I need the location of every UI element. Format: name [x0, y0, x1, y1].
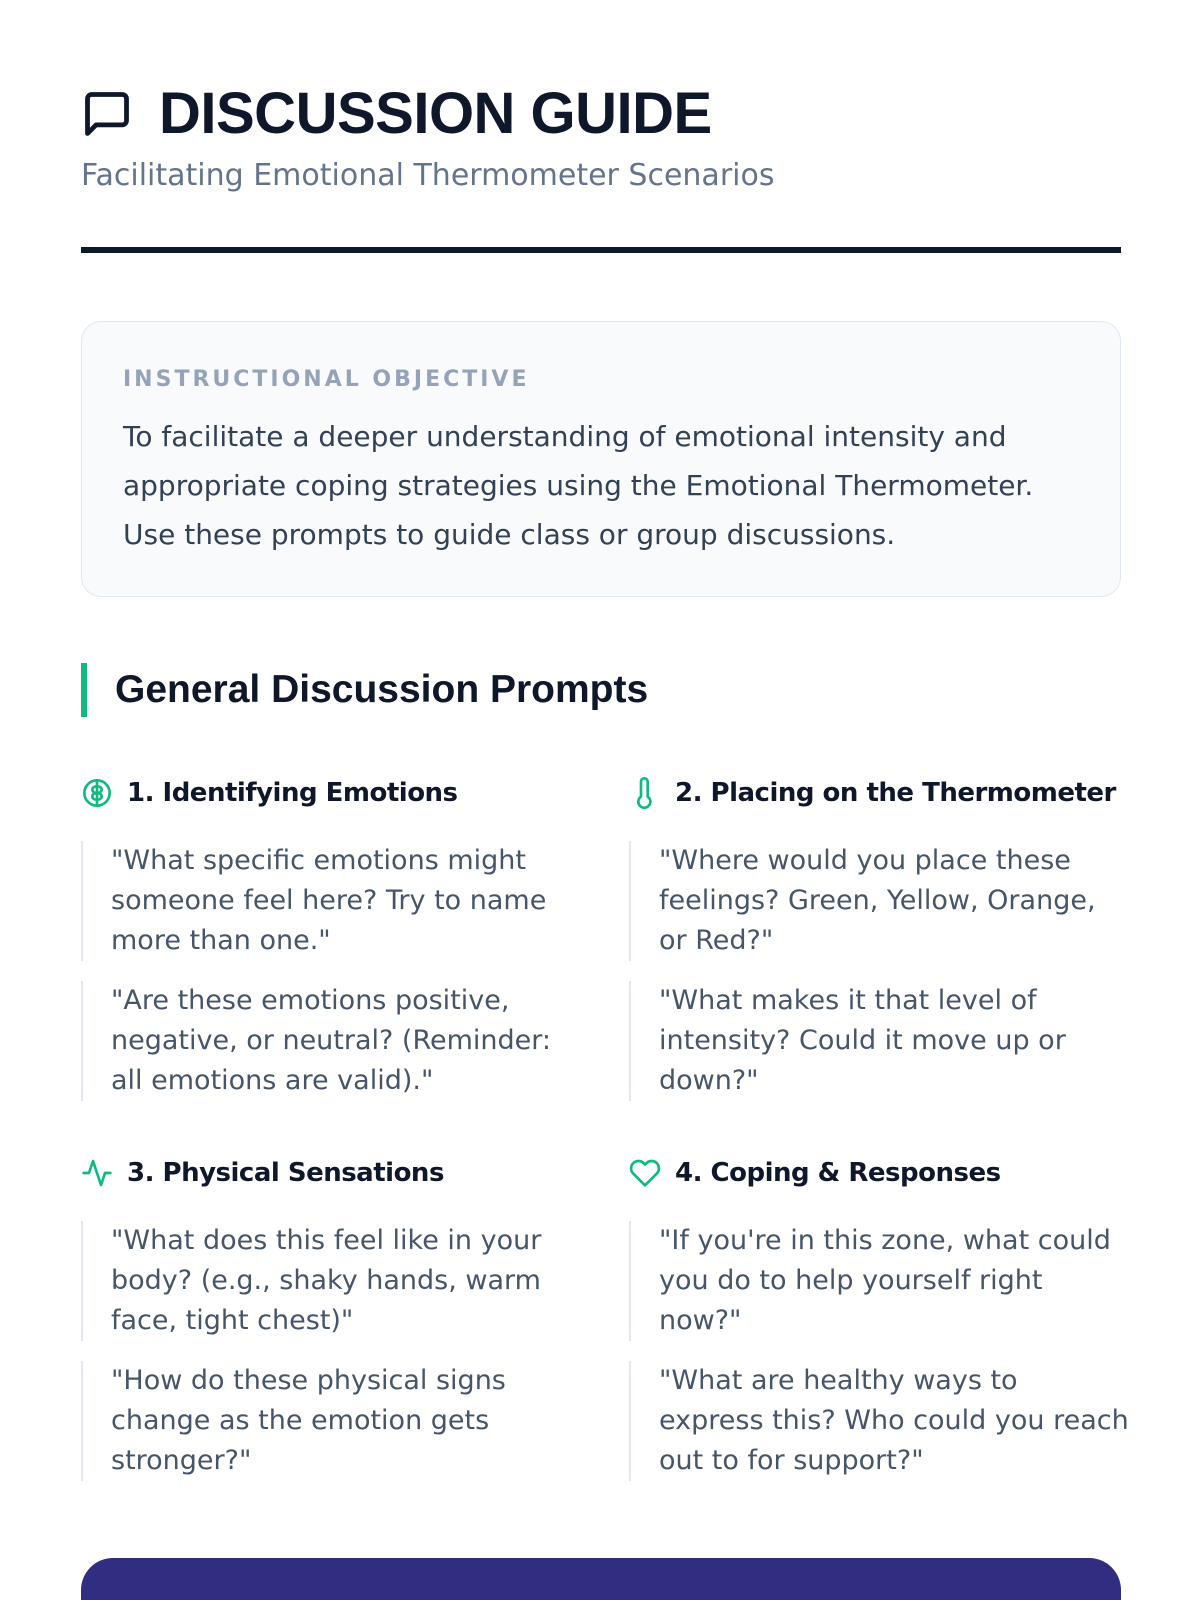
page-subtitle: Facilitating Emotional Thermometer Scenarios [81, 158, 775, 193]
prompt-list [81, 841, 581, 1101]
message-square-icon [81, 88, 133, 140]
prompt-item: "What makes it that level of intensity? Could it move up or down?" [629, 981, 1129, 1101]
footer-band [81, 1558, 1121, 1600]
prompt-list [629, 1221, 1129, 1481]
page-title: DISCUSSION GUIDE [159, 81, 712, 146]
prompt-card-coping-responses [629, 1153, 1129, 1501]
heart-icon [629, 1157, 661, 1189]
prompt-item: "How do these physical signs change as the emotion gets stronger?" [81, 1361, 581, 1481]
card-header [81, 1153, 581, 1193]
prompt-item: "What are healthy ways to express this? Who could you reach out to for support?" [629, 1361, 1129, 1481]
card-header [81, 773, 581, 813]
card-title: 2. Placing on the Thermometer [675, 778, 1116, 808]
brain-icon [81, 777, 113, 809]
objective-text: To facilitate a deeper understanding of emotional intensity and appropriate coping strategies using the Emotional Thermometer. Use these prompts to guide class or group discussions. [123, 420, 1034, 551]
title-row [81, 78, 1121, 150]
prompt-list [629, 841, 1129, 1101]
prompt-item: "What does this feel like in your body? (e.g., shaky hands, warm face, tight chest)" [81, 1221, 581, 1341]
prompt-item: "Where would you place these feelings? Green, Yellow, Orange, or Red?" [629, 841, 1129, 961]
section-heading [81, 663, 648, 717]
page-header [81, 78, 1121, 196]
section-title: General Discussion Prompts [115, 668, 649, 711]
card-header [629, 1153, 1129, 1193]
prompt-list [81, 1221, 581, 1481]
card-title: 4. Coping & Responses [675, 1158, 1001, 1188]
header-divider [81, 247, 1121, 253]
activity-icon [81, 1157, 113, 1189]
section-accent-bar [81, 663, 87, 717]
prompt-item: "What specific emotions might someone feel here? Try to name more than one." [81, 841, 581, 961]
thermometer-icon [629, 777, 661, 809]
objective-box [81, 321, 1121, 597]
prompt-item: "If you're in this zone, what could you do to help yourself right now?" [629, 1221, 1129, 1341]
objective-label: INSTRUCTIONAL OBJECTIVE [123, 367, 530, 392]
prompt-card-identifying-emotions [81, 773, 581, 1121]
card-header [629, 773, 1129, 813]
card-title: 1. Identifying Emotions [127, 778, 458, 808]
prompt-item: "Are these emotions positive, negative, or neutral? (Reminder: all emotions are valid)." [81, 981, 581, 1101]
card-title: 3. Physical Sensations [127, 1158, 444, 1188]
prompt-card-physical-sensations [81, 1153, 581, 1501]
prompt-card-placing-on-thermometer [629, 773, 1129, 1121]
